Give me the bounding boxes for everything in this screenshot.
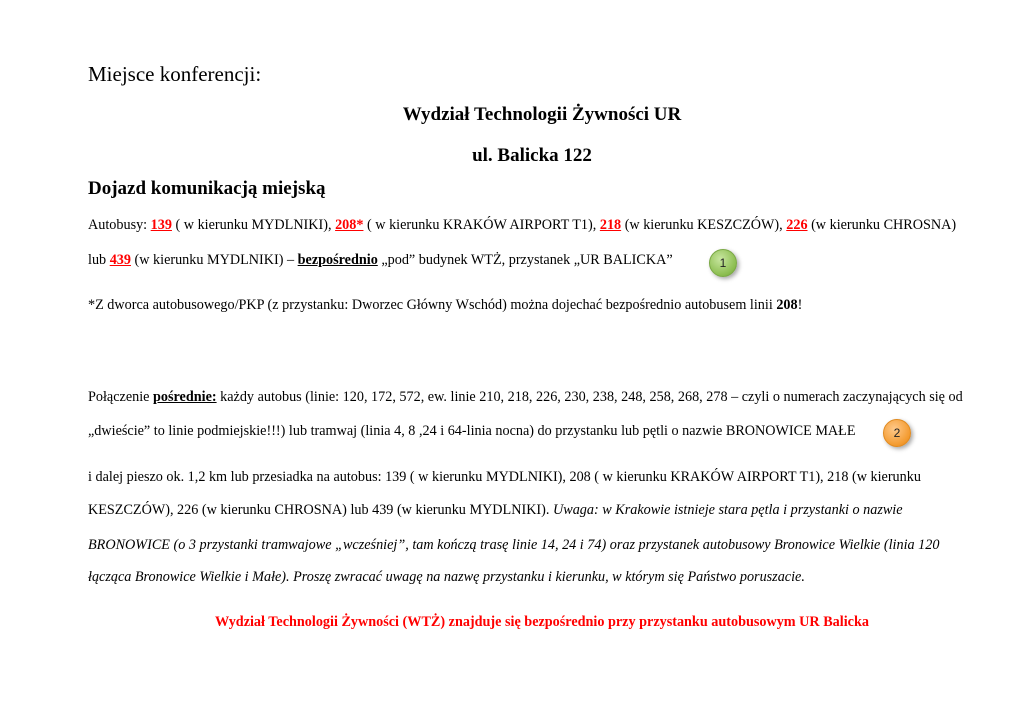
- route-139-link[interactable]: 139: [150, 217, 172, 233]
- route-208-link[interactable]: 208*: [335, 217, 364, 233]
- bus-routes-line-1: [88, 217, 956, 234]
- indirect-line-6: łącząca Bronowice Wielkie i Małe). Proszę zwracać uwagę na nazwę przystanku i kierunku, w którym się Państwo poruszacie.: [88, 569, 805, 585]
- route-208-direction: ( w kierunku KRAKÓW AIRPORT T1),: [363, 217, 600, 233]
- indirect-lead: Połączenie: [88, 389, 153, 405]
- bus-routes-line-2: [88, 252, 673, 269]
- buses-prefix: Autobusy:: [88, 217, 151, 233]
- indirect-line-4-italic: Uwaga: w Krakowie istnieje stara pętla i przystanki o nazwie: [552, 502, 903, 518]
- map-marker-1: 1: [709, 249, 737, 277]
- transit-heading: Dojazd komunikacją miejską: [88, 178, 326, 199]
- indirect-line-3: i dalej pieszo ok. 1,2 km lub przesiadka na autobus: 139 ( w kierunku MYDLNIKI), 208 ( w kierunku KRAKÓW AIRPORT T1), 218 (w kierunku: [88, 469, 921, 485]
- indirect-line-1-rest: każdy autobus (linie: 120, 172, 572, ew. linie 210, 218, 226, 230, 238, 248, 258, 268, 278 – czyli o numerach zaczynających się od: [216, 389, 963, 405]
- faculty-name: Wydział Technologii Żywności UR: [402, 104, 682, 125]
- indirect-line-5: BRONOWICE (o 3 przystanki tramwajowe „wcześniej”, tam kończą trasę linie 14, 24 i 74) oraz przystanek autobusowy Bronowice Wielkie (linia 120: [88, 537, 940, 553]
- route-218-direction: (w kierunku KESZCZÓW),: [621, 217, 787, 233]
- route-439-link[interactable]: 439: [109, 252, 131, 268]
- indirect-word: pośrednie:: [153, 389, 217, 405]
- indirect-line-4: [88, 502, 903, 519]
- station-note-route: 208: [776, 297, 798, 313]
- indirect-line-4-normal: KESZCZÓW), 226 (w kierunku CHROSNA) lub 439 (w kierunku MYDLNIKI).: [88, 502, 553, 518]
- indirect-line-1: [88, 389, 963, 406]
- station-note-text: *Z dworca autobusowego/PKP (z przystanku: Dworzec Główny Wschód) można dojechać bezpośrednio autobusem linii: [88, 297, 777, 313]
- direct-stop-text: „pod” budynek WTŻ, przystanek „UR BALICKA”: [377, 252, 673, 268]
- route-439-direction: (w kierunku MYDLNIKI) –: [130, 252, 298, 268]
- station-note-end: !: [797, 297, 803, 313]
- indirect-line-2: „dwieście” to linie podmiejskie!!!) lub tramwaj (linia 4, 8 ,24 i 64-linia nocna) do przystanku lub pętli o nazwie BRONOWICE MAŁE: [88, 423, 856, 439]
- route-226-link[interactable]: 226: [786, 217, 808, 233]
- route-139-direction: ( w kierunku MYDLNIKI),: [171, 217, 336, 233]
- station-note: [88, 297, 802, 314]
- map-marker-2: 2: [883, 419, 911, 447]
- route-226-direction: (w kierunku CHROSNA): [807, 217, 957, 233]
- route-218-link[interactable]: 218: [599, 217, 622, 233]
- direct-word: bezpośrednio: [297, 252, 378, 268]
- venue-heading: Miejsce konferencji:: [88, 62, 262, 86]
- footer-note: Wydział Technologii Żywności (WTŻ) znajduje się bezpośrednio przy przystanku autobusowym UR Balicka: [215, 614, 869, 630]
- or-word: lub: [88, 252, 110, 268]
- street-address: ul. Balicka 122: [472, 145, 592, 166]
